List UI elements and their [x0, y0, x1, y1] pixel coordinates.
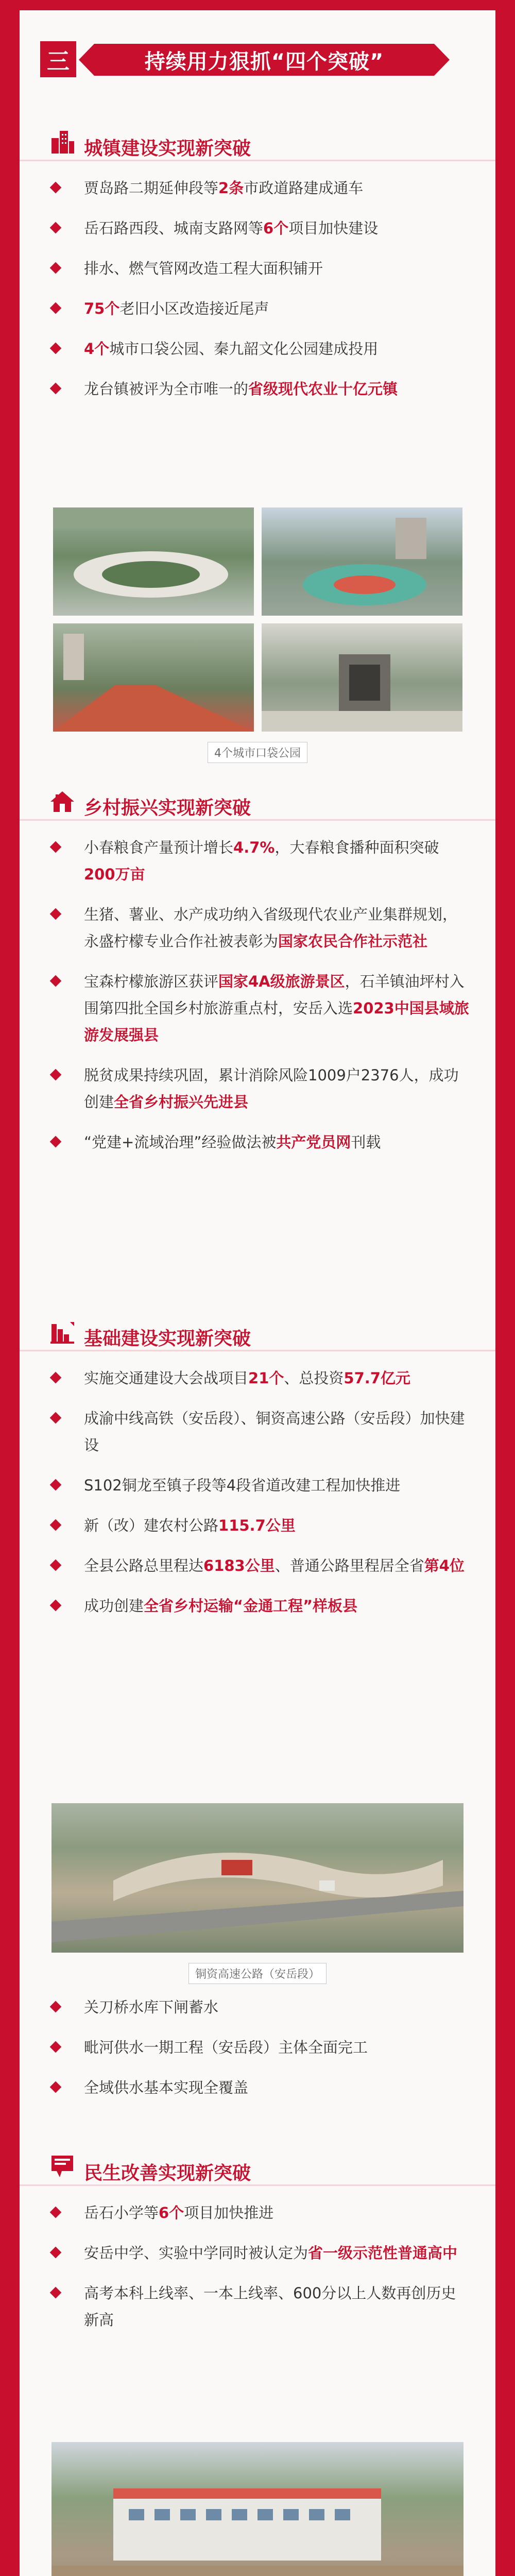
- diamond-bullet-icon: [50, 262, 62, 274]
- diamond-bullet-icon: [50, 1372, 62, 1384]
- item-list: [20, 834, 495, 1156]
- diamond-bullet-icon: [50, 343, 62, 354]
- list-item: 4个城市口袋公园、秦九韶文化公园建成投用: [20, 335, 495, 362]
- list-item: 实施交通建设大会战项目21个、总投资57.7亿元: [20, 1365, 495, 1392]
- list-item: 全县公路总里程达6183公里、普通公路里程居全省第4位: [20, 1552, 495, 1579]
- section-urban-construction: [20, 113, 495, 402]
- diamond-bullet-icon: [50, 2041, 62, 2053]
- list-item: 安岳中学、实验中学同时被认定为省一级示范性普通高中: [20, 2240, 495, 2266]
- section-livelihood: [20, 2138, 495, 2333]
- list-item: “党建+流域治理”经验做法被共产党员网刊载: [20, 1129, 495, 1156]
- section-header: [20, 2138, 495, 2186]
- chapter-title-banner: 持续用力狠抓“四个突破”: [94, 44, 434, 76]
- diamond-bullet-icon: [50, 975, 62, 987]
- section-title: 城镇建设实现新突破: [84, 138, 251, 159]
- park-photo-3: [53, 623, 254, 732]
- item-list: [20, 1365, 495, 1619]
- list-item: 成渝中线高铁（安岳段）、铜资高速公路（安岳段）加快建设: [20, 1405, 495, 1459]
- diamond-bullet-icon: [50, 383, 62, 395]
- list-item: 岳石小学等6个项目加快推进: [20, 2199, 495, 2226]
- list-item: 成功创建全省乡村运输“金通工程”样板县: [20, 1592, 495, 1619]
- diamond-bullet-icon: [50, 2207, 62, 2218]
- highway-photo: [52, 1803, 464, 1953]
- diamond-bullet-icon: [50, 1519, 62, 1531]
- list-item: 岳石路西段、城南支路网等6个项目加快建设: [20, 215, 495, 242]
- list-item: 脱贫成果持续巩固，累计消除风险1009户2376人，成功创建全省乡村振兴先进县: [20, 1062, 495, 1115]
- chapter-number-badge: 三: [40, 41, 76, 77]
- list-item: 生猪、薯业、水产成功纳入省级现代农业产业集群规划，永盛柠檬专业合作社被表彰为国家农民合作社示范社: [20, 901, 495, 955]
- list-item: 75个老旧小区改造接近尾声: [20, 295, 495, 322]
- list-item: 宝森柠檬旅游区获评国家4A级旅游景区，石羊镇油坪村入围第四批全国乡村旅游重点村，安岳入选2023中国县域旅游发展强县: [20, 968, 495, 1048]
- photo-caption: 4个城市口袋公园: [20, 742, 495, 763]
- kindergarten-photo: [52, 2442, 464, 2576]
- diamond-bullet-icon: [50, 182, 62, 194]
- diamond-bullet-icon: [50, 1560, 62, 1571]
- people-welfare-icon: [49, 2154, 75, 2179]
- diamond-bullet-icon: [50, 2001, 62, 2013]
- diamond-bullet-icon: [50, 2247, 62, 2259]
- park-photo-1: [53, 507, 254, 616]
- diamond-bullet-icon: [50, 2287, 62, 2299]
- list-item: 小春粮食产量预计增长4.7%，大春粮食播种面积突破200万亩: [20, 834, 495, 888]
- diamond-bullet-icon: [50, 1412, 62, 1424]
- diamond-bullet-icon: [50, 1069, 62, 1081]
- list-item: 全域供水基本实现全覆盖: [20, 2074, 495, 2101]
- section-title: 乡村振兴实现新突破: [84, 798, 251, 819]
- diamond-bullet-icon: [50, 222, 62, 234]
- park-photo-4: [262, 623, 462, 732]
- infrastructure-icon: [49, 1319, 75, 1345]
- item-list: [20, 175, 495, 402]
- list-item: 关刀桥水库下闸蓄水: [20, 1994, 495, 2021]
- diamond-bullet-icon: [50, 908, 62, 920]
- item-list: [20, 2199, 495, 2333]
- section-infrastructure-cont: [20, 1994, 495, 2101]
- diamond-bullet-icon: [50, 302, 62, 314]
- diamond-bullet-icon: [50, 1479, 62, 1491]
- section-header: [20, 1303, 495, 1351]
- diamond-bullet-icon: [50, 1136, 62, 1148]
- section-infrastructure: [20, 1303, 495, 1619]
- photo-caption: 铜资高速公路（安岳段）: [20, 1963, 495, 1984]
- item-list: [20, 1994, 495, 2101]
- diamond-bullet-icon: [50, 2081, 62, 2093]
- diamond-bullet-icon: [50, 841, 62, 853]
- section-title: 基础建设实现新突破: [84, 1328, 251, 1349]
- city-buildings-icon: [49, 129, 75, 155]
- diamond-bullet-icon: [50, 1600, 62, 1612]
- list-item: 贾岛路二期延伸段等2条市政道路建成通车: [20, 175, 495, 201]
- section-rural-revitalization: [20, 773, 495, 1156]
- list-item: 龙台镇被评为全市唯一的省级现代农业十亿元镇: [20, 376, 495, 402]
- section-header: [20, 773, 495, 821]
- list-item: 排水、燃气管网改造工程大面积铺开: [20, 255, 495, 282]
- content-card: [20, 10, 495, 2576]
- section-title: 民生改善实现新突破: [84, 2163, 251, 2184]
- list-item: 高考本科上线率、一本上线率、600分以上人数再创历史新高: [20, 2280, 495, 2333]
- village-house-icon: [49, 788, 75, 814]
- list-item: 毗河供水一期工程（安岳段）主体全面完工: [20, 2034, 495, 2061]
- park-photo-2: [262, 507, 462, 616]
- list-item: 新（改）建农村公路115.7公里: [20, 1512, 495, 1539]
- section-header: [20, 113, 495, 161]
- list-item: S102铜龙至镇子段等4段省道改建工程加快推进: [20, 1472, 495, 1499]
- chapter-header: [20, 10, 495, 82]
